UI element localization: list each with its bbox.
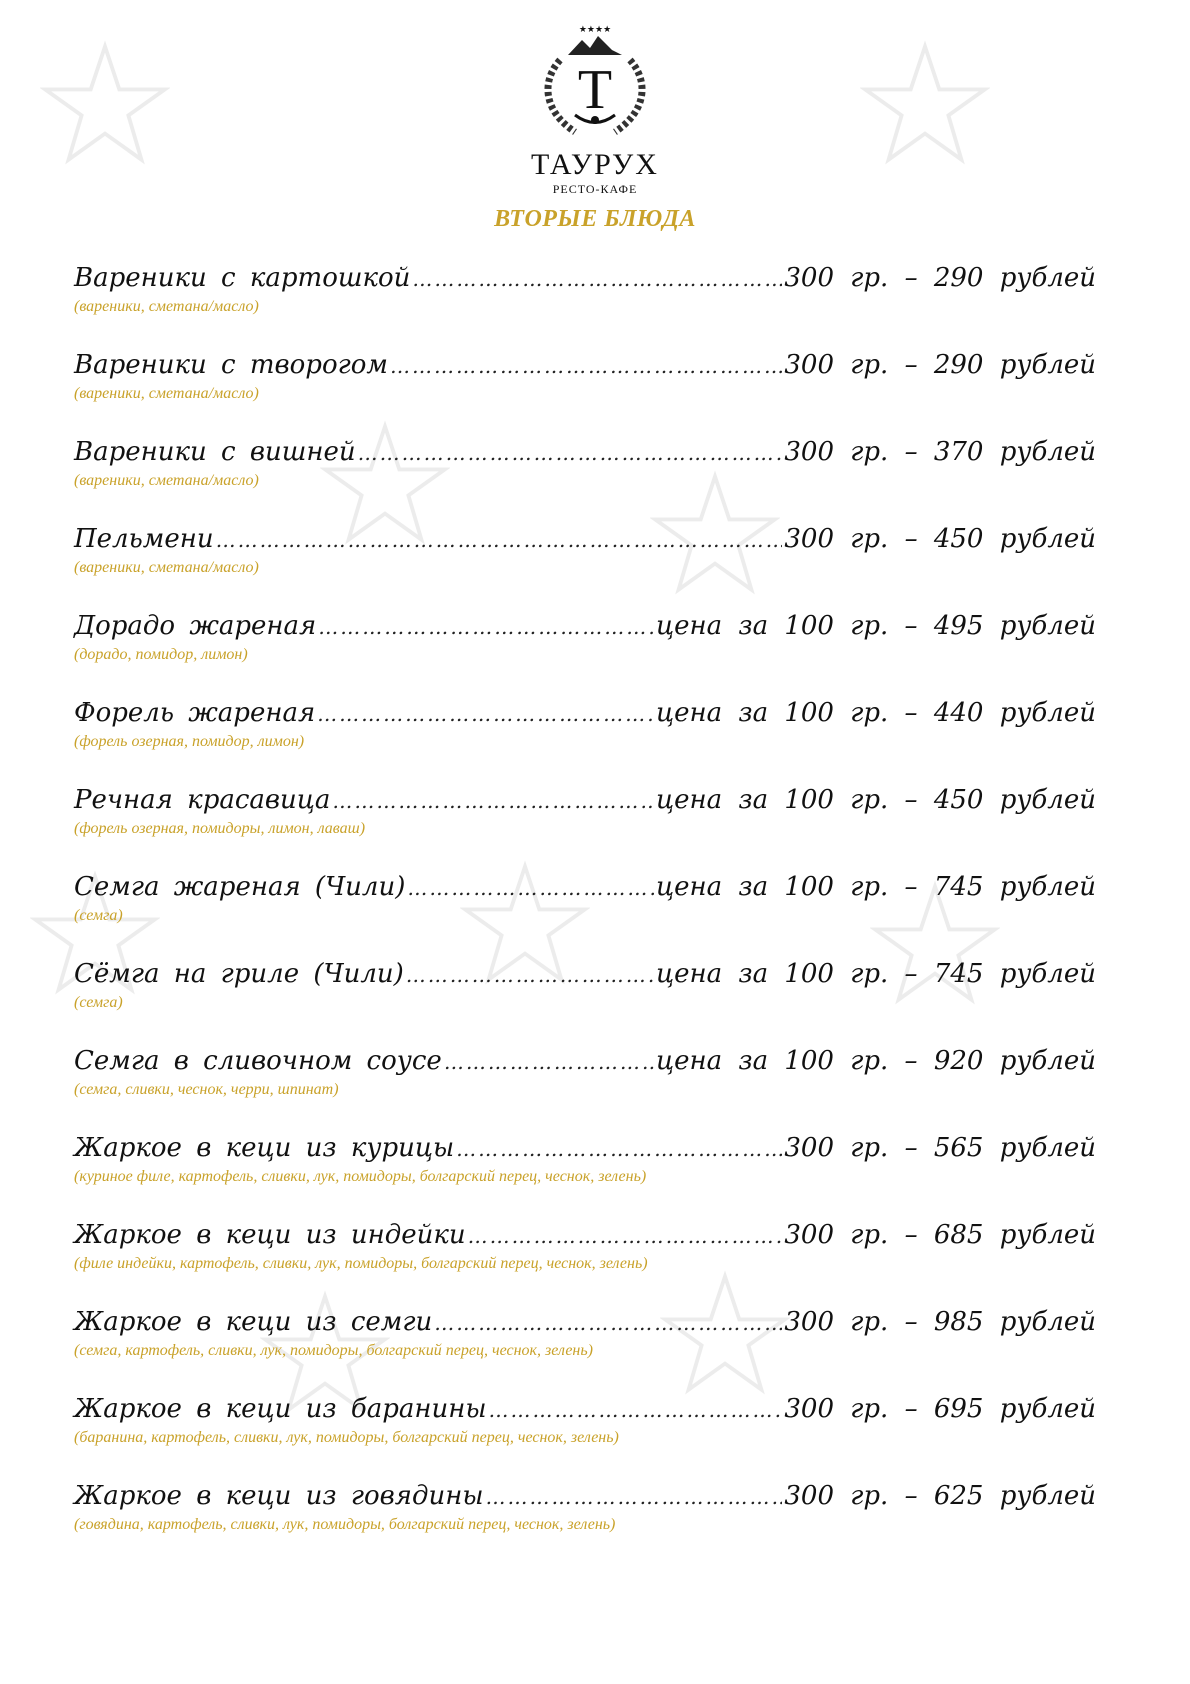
dish-description: (говядина, картофель, сливки, лук, помидоры, болгарский перец, чеснок, зелень) [74, 1516, 616, 1533]
dish-price: цена за 100 гр. – 745 рублей [655, 959, 1096, 989]
dot-leader [407, 872, 654, 904]
dish-description: (семга, картофель, сливки, лук, помидоры, болгарский перец, чеснок, зелень) [74, 1342, 593, 1359]
dish-description: (куриное филе, картофель, сливки, лук, помидоры, болгарский перец, чеснок, зелень) [74, 1168, 647, 1185]
dish-name: Вареники с творогом [74, 350, 388, 380]
dish-name: Дорадо жареная [74, 611, 317, 641]
dish-price: 300 гр. – 450 рублей [784, 524, 1096, 554]
menu-item [74, 958, 1096, 1045]
watermark-star-icon [40, 40, 170, 170]
dish-price: цена за 100 гр. – 920 рублей [655, 1046, 1096, 1076]
dish-price: 300 гр. – 370 рублей [784, 437, 1096, 467]
dot-leader [317, 698, 654, 730]
menu-item [74, 523, 1096, 610]
dish-description: (филе индейки, картофель, сливки, лук, помидоры, болгарский перец, чеснок, зелень) [74, 1255, 648, 1272]
menu-item [74, 610, 1096, 697]
dish-name: Вареники с картошкой [74, 263, 411, 293]
dot-leader [444, 1046, 654, 1078]
dish-description: (вареники, сметана/масло) [74, 559, 259, 576]
dot-leader [468, 1220, 783, 1252]
menu-item [74, 1132, 1096, 1219]
dish-name: Жаркое в кеци из курицы [74, 1133, 455, 1163]
dish-price: цена за 100 гр. – 450 рублей [655, 785, 1096, 815]
dish-name: Жаркое в кеци из индейки [74, 1220, 466, 1250]
dish-name: Семга жареная (Чили) [74, 872, 406, 902]
section-title: ВТОРЫЕ БЛЮДА [494, 206, 696, 232]
dot-leader [332, 785, 654, 817]
dish-price: 300 гр. – 685 рублей [784, 1220, 1096, 1250]
brand-logo [520, 20, 670, 196]
dish-description: (семга, сливки, чеснок, черри, шпинат) [74, 1081, 339, 1098]
svg-text:T: T [577, 59, 613, 121]
dish-price: цена за 100 гр. – 495 рублей [655, 611, 1096, 641]
menu-item [74, 784, 1096, 871]
logo-emblem-icon [520, 20, 670, 145]
menu-item [74, 1393, 1096, 1480]
dish-name: Пельмени [74, 524, 214, 554]
dot-leader [318, 611, 654, 643]
dish-description: (форель озерная, помидор, лимон) [74, 733, 305, 750]
dish-price: цена за 100 гр. – 440 рублей [655, 698, 1096, 728]
dish-price: 300 гр. – 290 рублей [784, 350, 1096, 380]
dish-price: 300 гр. – 985 рублей [784, 1307, 1096, 1337]
dish-description: (вареники, сметана/масло) [74, 298, 259, 315]
dish-name: Речная красавица [74, 785, 331, 815]
menu-item [74, 1219, 1096, 1306]
dot-leader [216, 524, 783, 556]
dot-leader [390, 350, 782, 382]
dot-leader [412, 263, 782, 295]
menu-item [74, 1045, 1096, 1132]
dot-leader [456, 1133, 782, 1165]
dish-price: 300 гр. – 625 рублей [784, 1481, 1096, 1511]
dot-leader [486, 1481, 783, 1513]
dish-name: Жаркое в кеци из баранины [74, 1394, 487, 1424]
dish-price: 300 гр. – 565 рублей [784, 1133, 1096, 1163]
brand-subtitle: РЕСТО-КАФЕ [552, 182, 638, 196]
dish-price: 300 гр. – 290 рублей [784, 263, 1096, 293]
watermark-star-icon [860, 40, 990, 170]
dish-name: Форель жареная [74, 698, 316, 728]
dot-leader [489, 1394, 783, 1426]
dot-leader [434, 1307, 782, 1339]
menu-item [74, 349, 1096, 436]
dish-description: (вареники, сметана/масло) [74, 385, 259, 402]
dish-price: 300 гр. – 695 рублей [784, 1394, 1096, 1424]
menu-item [74, 1306, 1096, 1393]
menu-item [74, 697, 1096, 784]
dish-name: Семга в сливочном соусе [74, 1046, 442, 1076]
dish-name: Вареники с вишней [74, 437, 356, 467]
menu-item [74, 262, 1096, 349]
dish-description: (семга) [74, 907, 123, 924]
menu-item [74, 436, 1096, 523]
dish-description: (вареники, сметана/масло) [74, 472, 259, 489]
menu-item [74, 871, 1096, 958]
menu-item [74, 1480, 1096, 1567]
menu-list [74, 262, 1096, 1567]
dish-description: (баранина, картофель, сливки, лук, помидоры, болгарский перец, чеснок, зелень) [74, 1429, 619, 1446]
dish-price: цена за 100 гр. – 745 рублей [655, 872, 1096, 902]
dish-description: (дорадо, помидор, лимон) [74, 646, 248, 663]
dish-name: Сёмга на гриле (Чили) [74, 959, 404, 989]
svg-text:★★★★: ★★★★ [578, 25, 612, 35]
dish-name: Жаркое в кеци из говядины [74, 1481, 484, 1511]
dish-description: (семга) [74, 994, 123, 1011]
dish-description: (форель озерная, помидоры, лимон, лаваш) [74, 820, 366, 837]
dish-name: Жаркое в кеци из семги [74, 1307, 433, 1337]
dot-leader [406, 959, 654, 991]
brand-name: ТАУРУХ [531, 148, 659, 181]
dot-leader [358, 437, 783, 469]
